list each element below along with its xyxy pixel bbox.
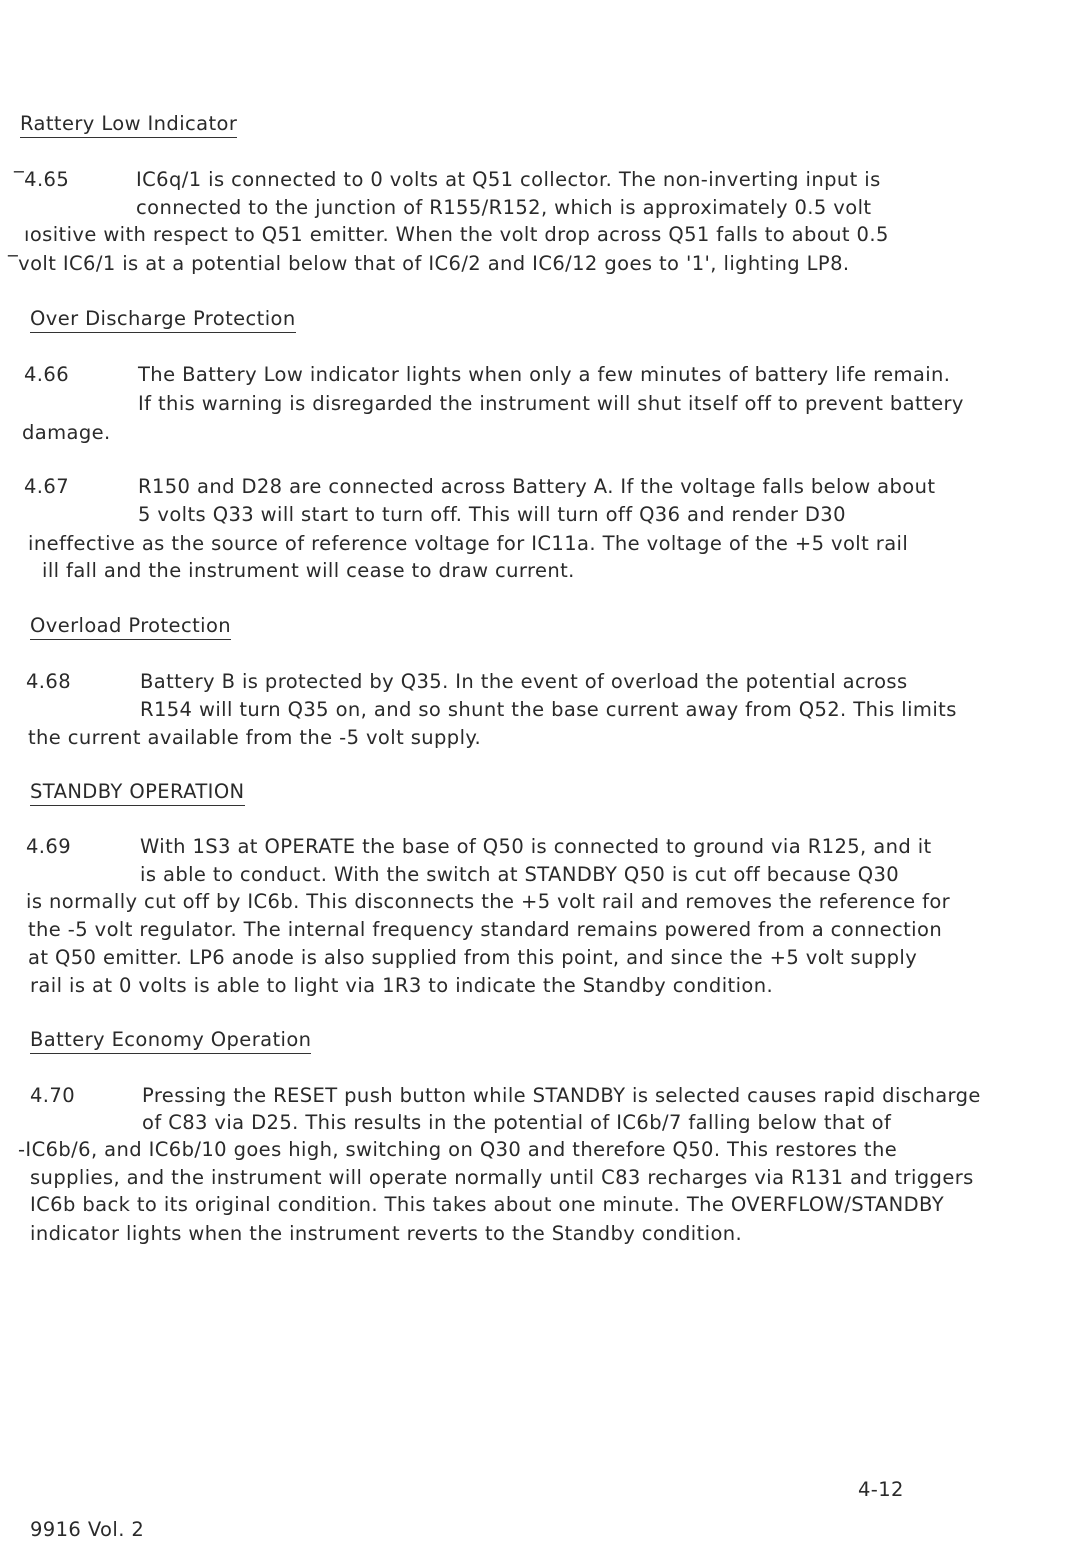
paragraph-line: 5 volts Q33 will start to turn off. This will turn off Q36 and render D30 [138, 503, 846, 526]
paragraph-line: of C83 via D25. This results in the potential of IC6b/7 falling below that of [142, 1111, 892, 1134]
document-reference: 9916 Vol. 2 [30, 1518, 145, 1541]
paragraph-line: Pressing the RESET push button while STANDBY is selected causes rapid discharge [142, 1084, 981, 1107]
paragraph-number: 4.66 [24, 363, 70, 386]
paragraph-line: IC6b back to its original condition. This takes about one minute. The OVERFLOW/STANDBY [30, 1193, 945, 1216]
paragraph-line: ill fall and the instrument will cease to draw current. [42, 559, 575, 582]
paragraph-line: R150 and D28 are connected across Battery A. If the voltage falls below about [138, 475, 936, 498]
paragraph-line: is able to conduct. With the switch at STANDBY Q50 is cut off because Q30 [140, 863, 900, 886]
paragraph-line: ‾volt IC6/1 is at a potential below that of IC6/2 and IC6/12 goes to '1', lighting LP8. [8, 252, 850, 275]
paragraph-line: connected to the junction of R155/R152, which is approximately 0.5 volt [136, 196, 872, 219]
paragraph-line: With 1S3 at OPERATE the base of Q50 is connected to ground via R125, and it [140, 835, 932, 858]
paragraph-line: indicator lights when the instrument reverts to the Standby condition. [30, 1222, 743, 1245]
paragraph-line: IC6q/1 is connected to 0 volts at Q51 collector. The non-inverting input is [136, 168, 881, 191]
paragraph-line: supplies, and the instrument will operate normally until C83 recharges via R131 and triggers [30, 1166, 974, 1189]
paragraph-line: ıositive with respect to Q51 emitter. When the volt drop across Q51 falls to about 0.5 [24, 223, 889, 246]
paragraph-line: ineffective as the source of reference voltage for IC11a. The voltage of the +5 volt rail [28, 532, 909, 555]
paragraph-line: is normally cut off by IC6b. This disconnects the +5 volt rail and removes the reference for [26, 890, 951, 913]
section-heading: STANDBY OPERATION [30, 780, 245, 806]
paragraph-line: the current available from the -5 volt supply. [28, 726, 482, 749]
paragraph-line: If this warning is disregarded the instrument will shut itself off to prevent battery [138, 392, 964, 415]
paragraph-line: damage. [22, 421, 111, 444]
paragraph-number: 4.68 [26, 670, 72, 693]
page-number: 4-12 [858, 1478, 904, 1501]
paragraph-line: R154 will turn Q35 on, and so shunt the base current away from Q52. This limits [140, 698, 957, 721]
paragraph-line: at Q50 emitter. LP6 anode is also supplied from this point, and since the +5 volt supply [28, 946, 918, 969]
paragraph-line: The Battery Low indicator lights when only a few minutes of battery life remain. [138, 363, 951, 386]
paragraph-line: the -5 volt regulator. The internal frequency standard remains powered from a connection [28, 918, 943, 941]
section-heading: Battery Economy Operation [30, 1028, 311, 1054]
section-heading: Rattery Low Indicator [20, 112, 237, 138]
paragraph-number: 4.70 [30, 1084, 76, 1107]
paragraph-line: -IC6b/6, and IC6b/10 goes high, switching on Q30 and therefore Q50. This restores the [18, 1138, 898, 1161]
paragraph-number: 4.69 [26, 835, 72, 858]
section-heading: Over Discharge Protection [30, 307, 296, 333]
section-heading: Overload Protection [30, 614, 231, 640]
paragraph-line: rail is at 0 volts is able to light via 1R3 to indicate the Standby condition. [30, 974, 774, 997]
paragraph-number: ‾4.65 [14, 168, 70, 191]
paragraph-line: Battery B is protected by Q35. In the event of overload the potential across [140, 670, 908, 693]
paragraph-number: 4.67 [24, 475, 70, 498]
